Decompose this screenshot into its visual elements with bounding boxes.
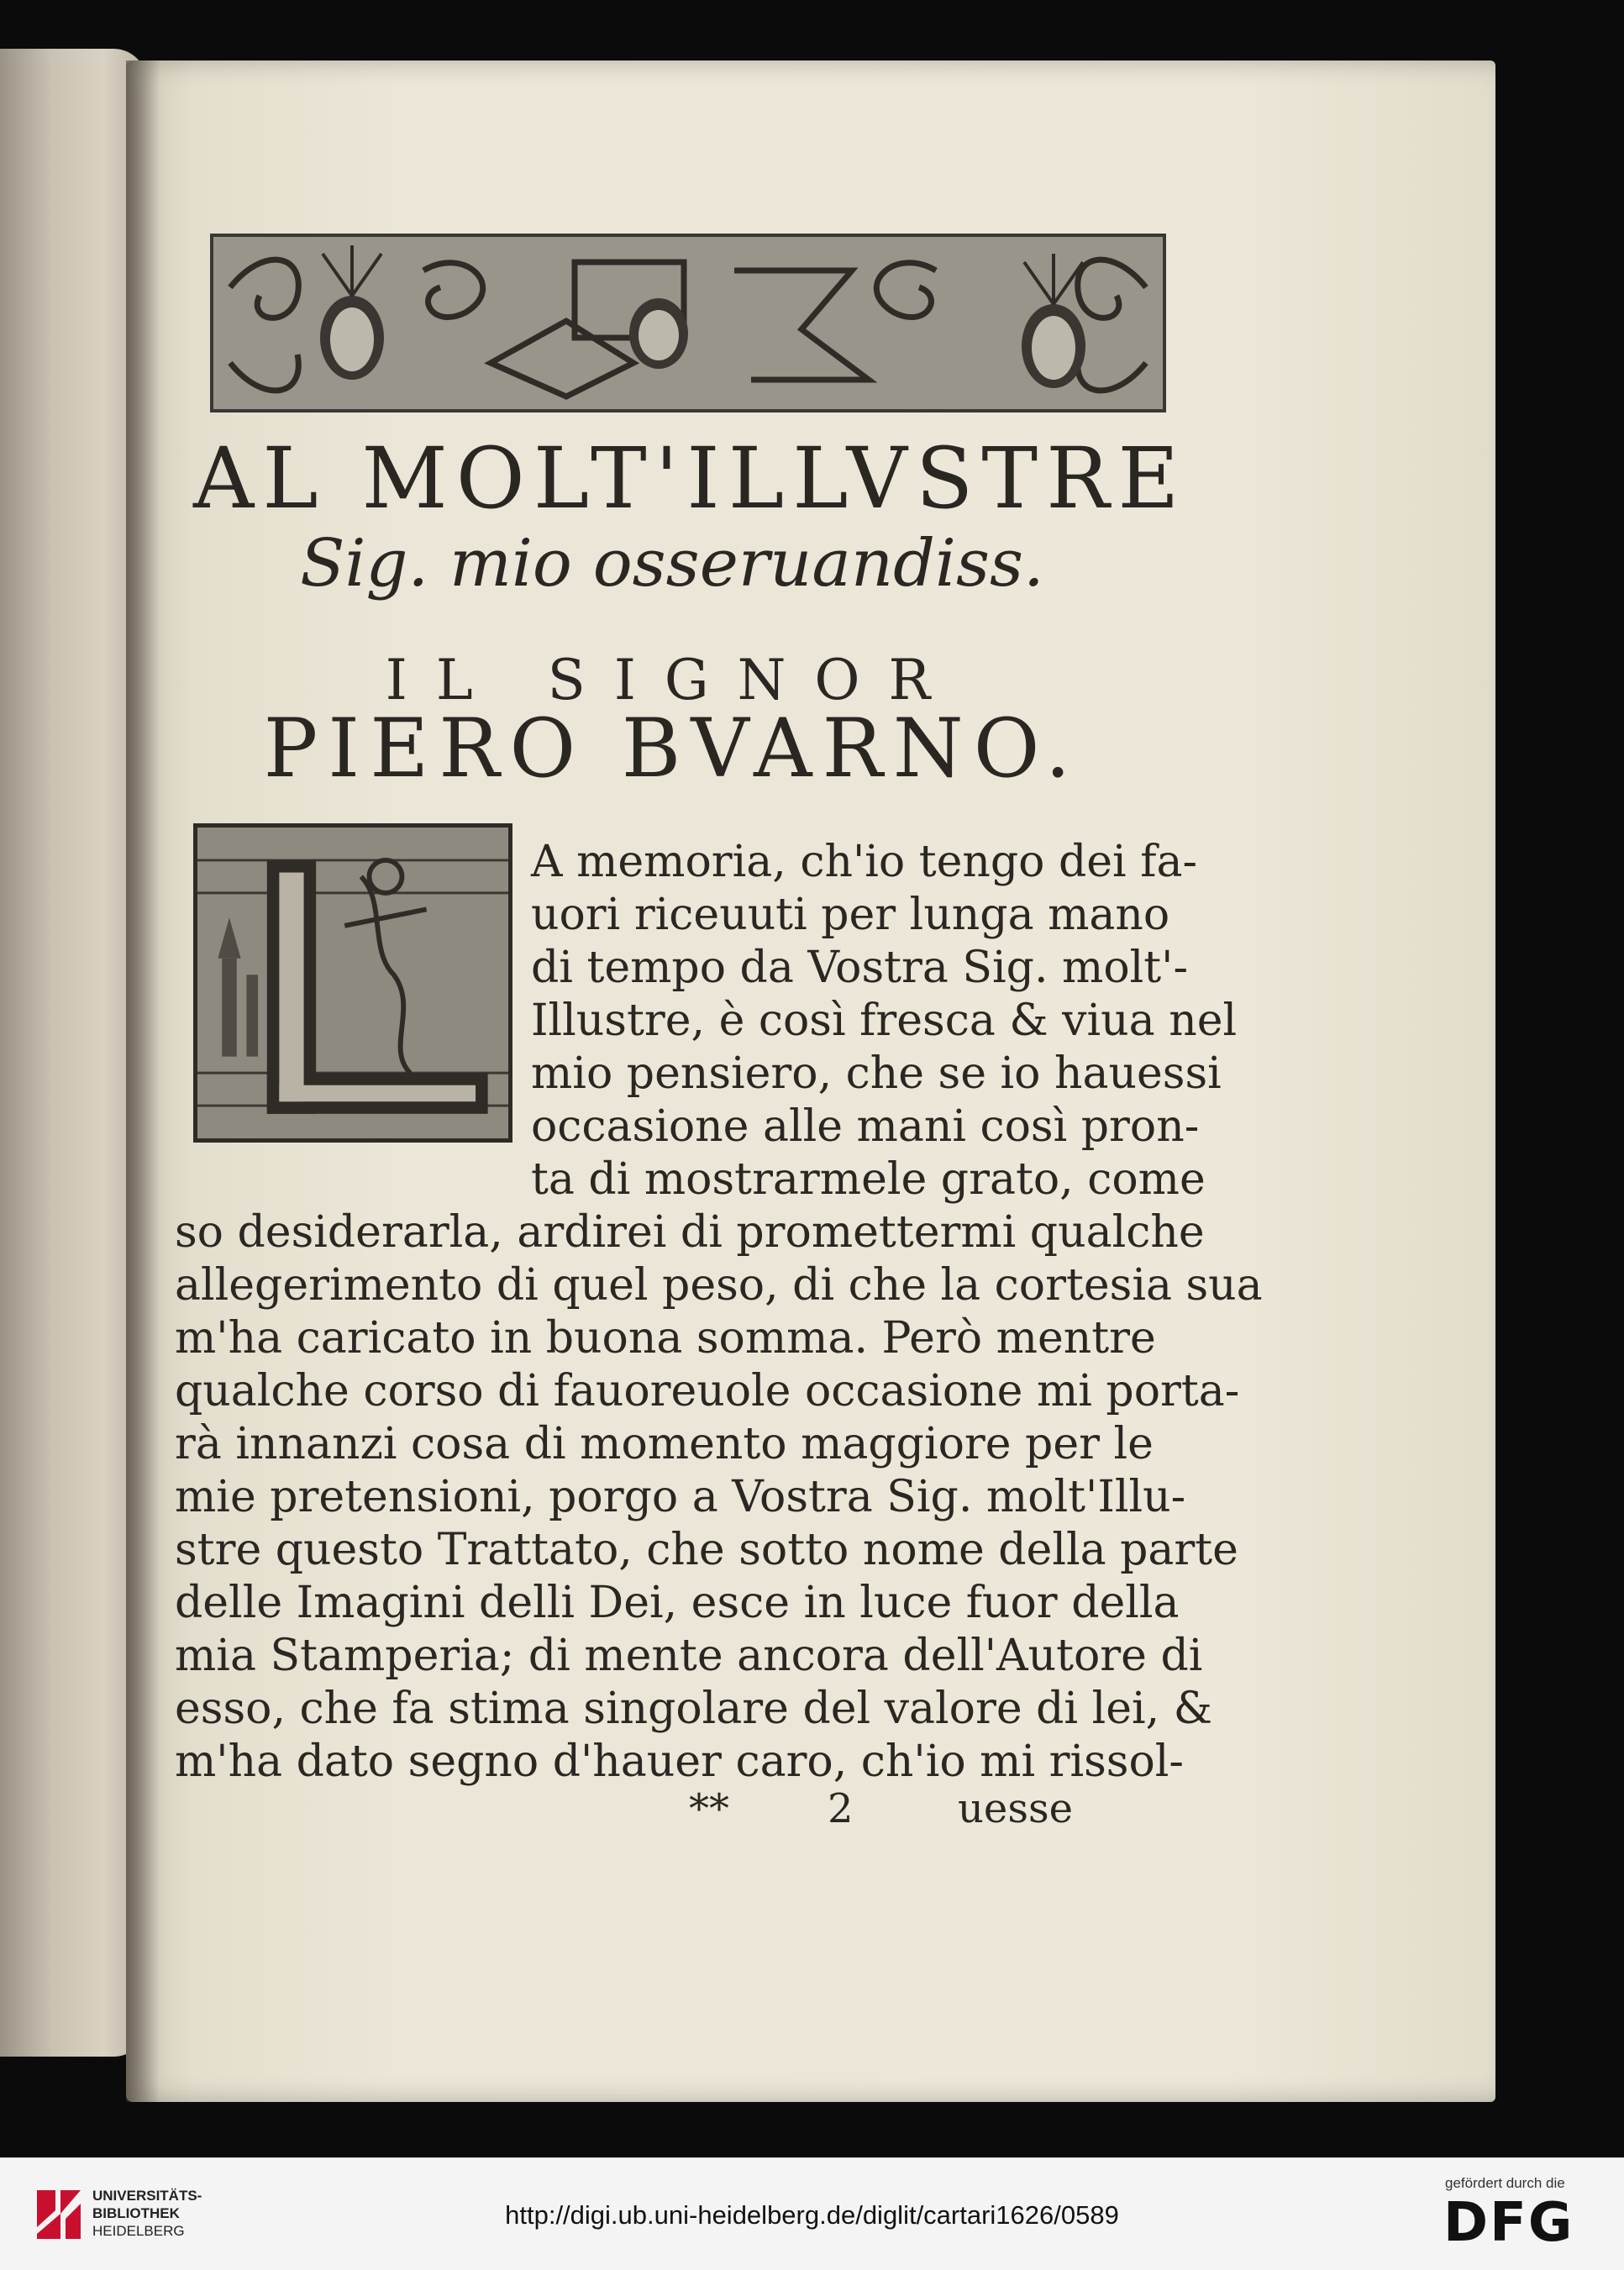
decorated-initial <box>193 823 512 1143</box>
body-line: mio pensiero, che se io hauessi <box>531 1048 1222 1099</box>
body-line: m'ha dato segno d'hauer caro, ch'io mi rissol- <box>175 1737 1185 1787</box>
body-line: allegerimento di quel peso, di che la cortesia sua <box>175 1260 1263 1311</box>
body-line: qualche corso di fauoreuole occasione mi porta- <box>175 1366 1240 1416</box>
dedicatee-honorific: IL SIGNOR <box>385 648 959 712</box>
body-line: delle Imagini delli Dei, esce in luce fuor della <box>175 1578 1180 1628</box>
permalink-url[interactable]: http://digi.ub.uni-heidelberg.de/diglit/cartari1626/0589 <box>505 2200 1119 2230</box>
body-line: mie pretensioni, porgo a Vostra Sig. molt'Illu- <box>175 1472 1186 1522</box>
body-line: rà innanzi cosa di momento maggiore per le <box>175 1419 1154 1469</box>
body-line: Illustre, è così fresca & viua nel <box>531 996 1238 1046</box>
body-line: uori riceuuti per lunga mano <box>531 890 1170 940</box>
body-line: occasione alle mani così pron- <box>531 1101 1200 1152</box>
dedicatee-name: PIERO BVARNO. <box>263 701 1081 796</box>
body-line: stre questo Trattato, che sotto nome della parte <box>175 1525 1238 1575</box>
dedication-title: AL MOLT'ILLVSTRE <box>193 429 1188 528</box>
footer-bar <box>0 2157 1624 2270</box>
body-line: ta di mostrarmele grato, come <box>531 1154 1206 1205</box>
page-gutter-shadow <box>126 60 160 2102</box>
facing-page-edge <box>0 49 147 2057</box>
catchword: uesse <box>958 1785 1073 1832</box>
body-line: so desiderarla, ardirei di promettermi qualche <box>175 1207 1205 1258</box>
signature-mark: ** <box>689 1785 729 1832</box>
body-line: esso, che fa stima singolare del valore di lei, & <box>175 1684 1212 1734</box>
body-line: di tempo da Vostra Sig. molt'- <box>531 943 1189 993</box>
signature-number: 2 <box>828 1785 854 1832</box>
funding-label: gefördert durch die <box>1445 2175 1565 2191</box>
university-library-name: UNIVERSITÄTS- BIBLIOTHEK HEIDELBERG <box>92 2188 202 2239</box>
dfg-logo-icon[interactable]: DFG <box>1443 2192 1574 2254</box>
body-line: m'ha caricato in buona somma. Però mentre <box>175 1313 1156 1364</box>
dedication-subtitle: Sig. mio osseruandiss. <box>300 526 1044 602</box>
svg-text:L: L <box>307 1102 313 1112</box>
body-line: A memoria, ch'io tengo dei fa- <box>531 837 1198 887</box>
woodcut-headpiece <box>210 234 1166 412</box>
body-line: mia Stamperia; di mente ancora dell'Autore di <box>175 1631 1203 1681</box>
